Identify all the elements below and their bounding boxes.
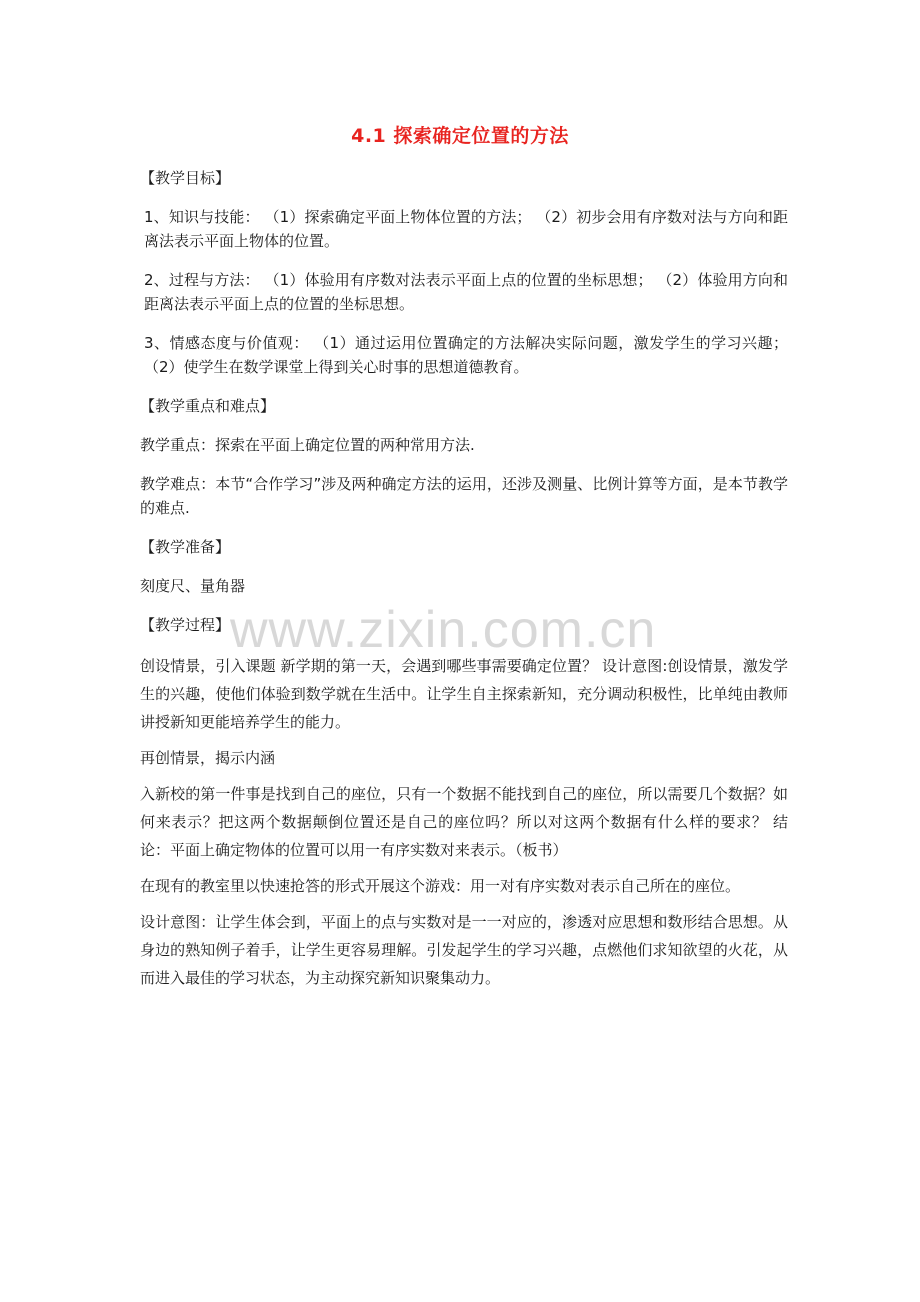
watermark: www.zixin.com.cn [230, 601, 657, 659]
prep-heading: 【教学准备】 [140, 538, 231, 556]
page-title: 4.1 探索确定位置的方法 [351, 125, 569, 147]
document-body [140, 166, 788, 992]
process-paragraph-3: 入新校的第一件事是找到自己的座位，只有一个数据不能找到自己的座位，所以需要几个数据？如何来表示？把这两个数据颠倒位置还是自己的座位吗？所以对这两个数据有什么样的要求？ 结论：平面上确定物体的位置可以用一有序实数对来表示。（板书） [140, 785, 788, 859]
objective-process: 2、过程与方法： （1）体验用有序数对法表示平面上点的位置的坐标思想； （2）体验用方向和距离法表示平面上点的位置的坐标思想。 [144, 271, 788, 313]
keypoints-heading: 【教学重点和难点】 [140, 397, 276, 415]
prep-items: 刻度尺、量角器 [140, 577, 246, 595]
objective-knowledge: 1、知识与技能： （1）探索确定平面上物体位置的方法； （2）初步会用有序数对法与方向和距离法表示平面上物体的位置。 [144, 208, 788, 250]
objective-emotion: 3、情感态度与价值观： （1）通过运用位置确定的方法解决实际问题，激发学生的学习兴趣； （2）使学生在数学课堂上得到关心时事的思想道德教育。 [144, 334, 788, 376]
process-paragraph-1: 创设情景，引入课题 新学期的第一天，会遇到哪些事需要确定位置？ 设计意图:创设情景，激发学生的兴趣，使他们体验到数学就在生活中。让学生自主探索新知，充分调动积极性，比单纯由教师讲授新知更能培养学生的能力。 [140, 657, 788, 731]
process-paragraph-2: 再创情景，揭示内涵 [140, 749, 276, 767]
objectives-heading: 【教学目标】 [140, 169, 231, 187]
process-paragraph-4: 在现有的教室里以快速抢答的形式开展这个游戏：用一对有序实数对表示自己所在的座位。 [140, 877, 741, 895]
difficulty-point: 教学难点：本节“合作学习”涉及两种确定方法的运用，还涉及测量、比例计算等方面，是本节教学的难点. [140, 475, 788, 517]
process-heading: 【教学过程】 [140, 616, 231, 634]
process-paragraph-5: 设计意图：让学生体会到，平面上的点与实数对是一一对应的，渗透对应思想和数形结合思想。从身边的熟知例子着手，让学生更容易理解。引发起学生的学习兴趣，点燃他们求知欲望的火花，从而进入最佳的学习状态，为主动探究新知识聚集动力。 [140, 913, 788, 987]
key-point: 教学重点：探索在平面上确定位置的两种常用方法. [140, 436, 475, 454]
